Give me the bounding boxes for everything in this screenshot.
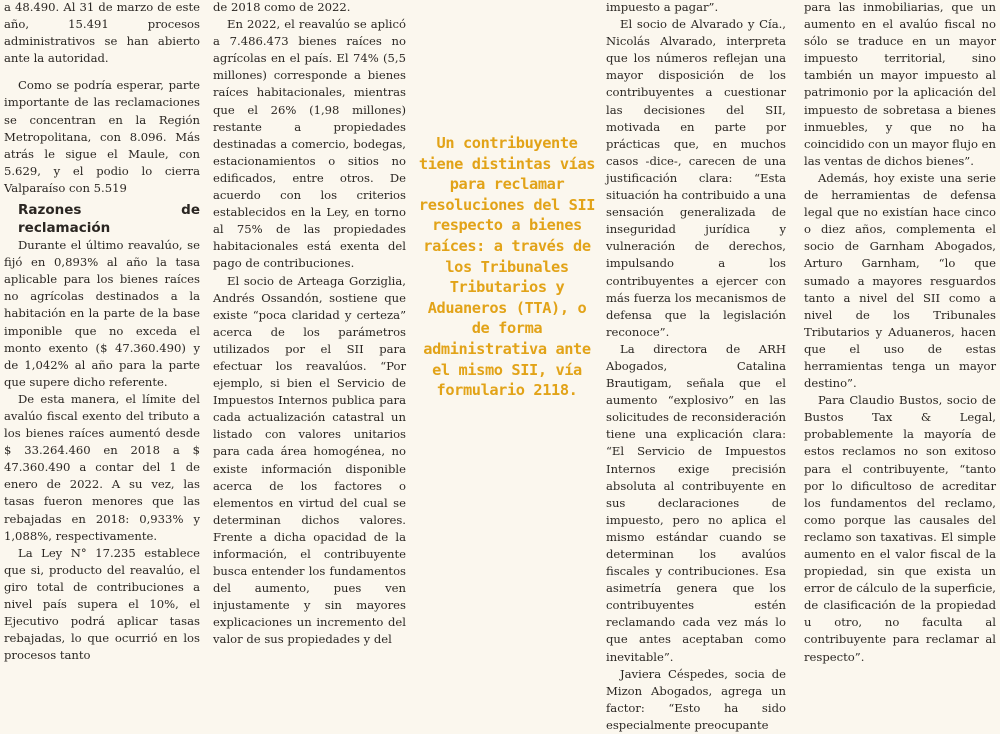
paragraph: Como se podría esperar, parte importante de las reclamaciones se concentran en la Región Metropolitana, con 8.096. Más atrás le sigue el Maule, con 5.629, y el podio lo cierra Valparaíso con 5.519: [4, 78, 200, 195]
paragraph: a 48.490. Al 31 de marzo de este año, 15.491 procesos administrativos se han abierto ante la autoridad.: [4, 0, 200, 66]
paragraph: de 2018 como de 2022.: [213, 0, 351, 14]
paragraph: La directora de ARH Abogados, Catalina Brautigam, señala que el aumento “explosivo” en las solicitudes de reconsideración tiene una explicación clara: “El Servicio de Impuestos Internos exige precisión absoluta al contribuyente en sus declaraciones de impuesto, pero no aplica el mismo estándar cuando se determinan los avalúos fiscales y contribuciones. Esa asimetría genera que los contribuyentes estén reclamando cada vez más lo que antes aceptaban como inevitable”.: [606, 341, 786, 664]
paragraph: La Ley N° 17.235 establece que si, producto del reavalúo, el giro total de contribuciones a nivel país supera el 10%, el Ejecutivo podrá aplicar tasas rebajadas, lo que ocurrió en los procesos tanto: [4, 545, 200, 663]
paragraph: Además, hoy existe una serie de herramientas de defensa legal que no existían hace cinco o diez años, complementa el socio de Garnham Abogados, Arturo Garnham, “lo que sumado a mayores resguardos tanto a nivel del SII como a nivel de los Tribunales Tributarios y Aduaneros, hacen que el uso de estas herramientas tenga un mayor destino”.: [804, 170, 996, 391]
paragraph: Durante el último reavalúo, se fijó en 0,893% al año la tasa aplicable para los bienes raíces no agrícolas destinados a la habitación en la parte de la base imponible que no exceda el monto exento ($ 47.360.490) y de 1,042% al año para la parte que supere dicho referente.: [4, 238, 200, 389]
paragraph: De esta manera, el límite del avalúo fiscal exento del tributo a los bienes raíces aumentó desde $ 33.264.460 en 2018 a $ 47.360.490 a contar del 1 de enero de 2022. A su vez, las tasas fueron menores que las rebajadas en 2018: 0,933% y 1,088%, respectivamente.: [4, 391, 200, 543]
paragraph: para las inmobiliarias, que un aumento en el avalúo fiscal no sólo se traduce en un mayor impuesto territorial, sino también un mayor impuesto al patrimonio por la aplicación del impuesto de sobretasa a bienes inmuebles, y que no ha coincidido con un mayor flujo en las ventas de dichos bienes”.: [804, 0, 996, 168]
pull-quote: Un contribuyente tiene distintas vías para reclamar resoluciones del SII respecto a bienes raíces: a través de los Tribunales Tributarios y Aduaneros (TTA), o de forma administrativa ante el mismo SII, vía formulario 2118.: [418, 134, 596, 400]
article-column-3: [606, 0, 786, 734]
paragraph: Javiera Céspedes, socia de Mizon Abogados, agrega un factor: “Esto ha sido especialmente preocupante: [606, 666, 786, 732]
paragraph: Para Claudio Bustos, socio de Bustos Tax & Legal, probablemente la mayoría de estos reclamos no son exitoso para el contribuyente, “tanto por lo dificultoso de acreditar los fundamentos del reclamo, como porque las causales del reclamo son taxativas. El simple aumento en el valor fiscal de la propiedad, sin que exista un error de cálculo de la superficie, de clasificación de la propiedad u otro, no faculta al contribuyente para reclamar al respecto”.: [804, 393, 996, 664]
article-column-4: [804, 0, 996, 666]
paragraph: impuesto a pagar”.: [606, 0, 719, 14]
paragraph: El socio de Arteaga Gorziglia, Andrés Ossandón, sostiene que existe “poca claridad y certeza” acerca de los parámetros utilizados por el SII para efectuar los reavalúos. “Por ejemplo, si bien el Servicio de Impuestos Internos publica para cada actualización catastral un listado con valores unitarios para cada área homogénea, no existe información disponible acerca de los factores o elementos en virtud del cual se determinan dichos valores. Frente a dicha opacidad de la información, el contribuyente busca entender los fundamentos del aumento, pues ven injustamente y sin mayores explicaciones un incremento del valor de sus propiedades y del: [213, 273, 406, 647]
paragraph: En 2022, el reavalúo se aplicó a 7.486.473 bienes raíces no agrícolas en el país. El 74% (5,5 millones) corresponde a bienes raíces habitacionales, mientras que el 26% (1,98 millones) restante a propiedades destinadas a comercio, bodegas, estacionamientos o sitios no edificados, entre otros. De acuerdo con los criterios establecidos en la Ley, en torno al 75% de las propiedades habitacionales está exenta del pago de contribuciones.: [213, 17, 406, 271]
section-heading: Razones de reclamación: [18, 202, 200, 237]
article-column-2: [213, 0, 406, 649]
paragraph: El socio de Alvarado y Cía., Nicolás Alvarado, interpreta que los números reflejan una mayor disposición de los contribuyentes a cuestionar las decisiones del SII, motivada en parte por prácticas que, en muchos casos -dice-, carecen de una justificación clara: “Esta situación ha contribuido a una sensación generalizada de inseguridad jurídica y vulneración de derechos, impulsando a los contribuyentes a ejercer con más fuerza los mecanismos de defensa que la legislación reconoce”.: [606, 17, 786, 339]
article-column-1: [4, 0, 200, 664]
